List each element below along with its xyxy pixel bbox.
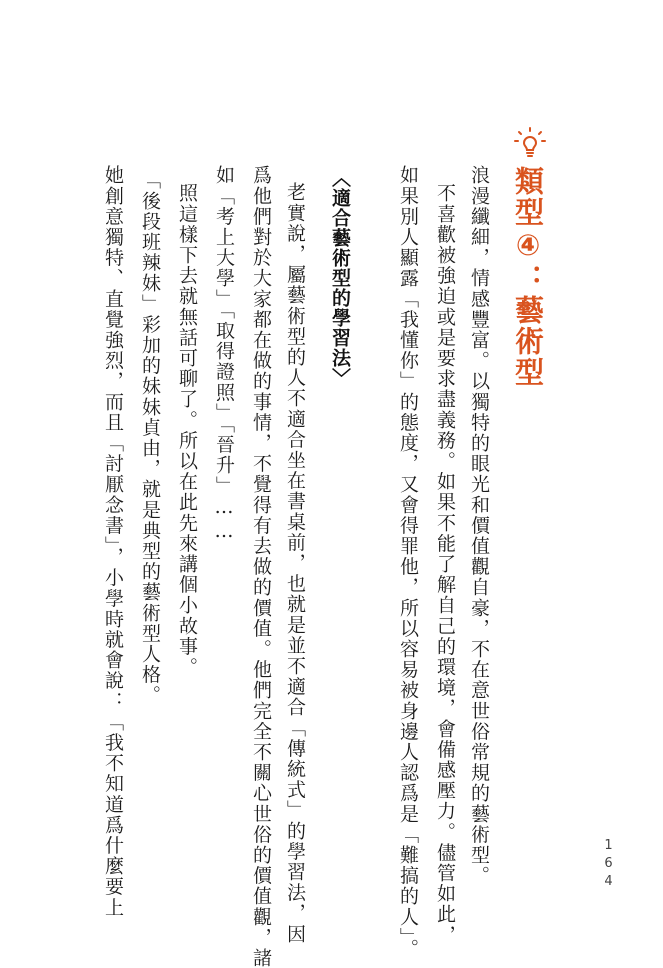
page-number: 164 — [601, 838, 616, 892]
lightbulb-icon — [514, 127, 546, 159]
paragraph3-line1: 「後段班辣妹」彩加的妹妹貞由，就是典型的藝術型人格。 — [139, 170, 161, 706]
paragraph3-line2: 她創意獨特、直覺強烈，而且「討厭念書」，小學時就會說：「我不知道爲什麼要上 — [102, 165, 124, 918]
paragraph2-line4: 照這樣下去就無話可聊了。所以在此先來講個小故事。 — [176, 183, 198, 678]
section-title: 類型④：藝術型 — [511, 166, 545, 388]
paragraph1-line3: 如果別人顯露「我懂你」的態度，又會得罪他，所以容易被身邊人認爲是「難搞的人」。 — [397, 165, 419, 959]
paragraph1-line2: 不喜歡被強迫或是要求盡義務。如果不能了解自己的環境，會備感壓力。儘管如此， — [434, 183, 456, 946]
paragraph1-line1: 浪漫纖細，情感豐富。以獨特的眼光和價值觀自豪，不在意世俗常規的藝術型。 — [468, 165, 490, 886]
subheading: 〈適合藝術型的學習法〉 — [329, 168, 351, 388]
paragraph2-line3: 如「考上大學」「取得證照」「晉升」…… — [213, 165, 235, 544]
paragraph2-line1: 老實說，屬藝術型的人不適合坐在書桌前，也就是並不適合「傳統式」的學習法，因 — [284, 182, 306, 945]
paragraph2-line2: 爲他們對於大家都在做的事情，不覺得有去做的價值。他們完全不關心世俗的價值觀，諸 — [250, 165, 272, 968]
